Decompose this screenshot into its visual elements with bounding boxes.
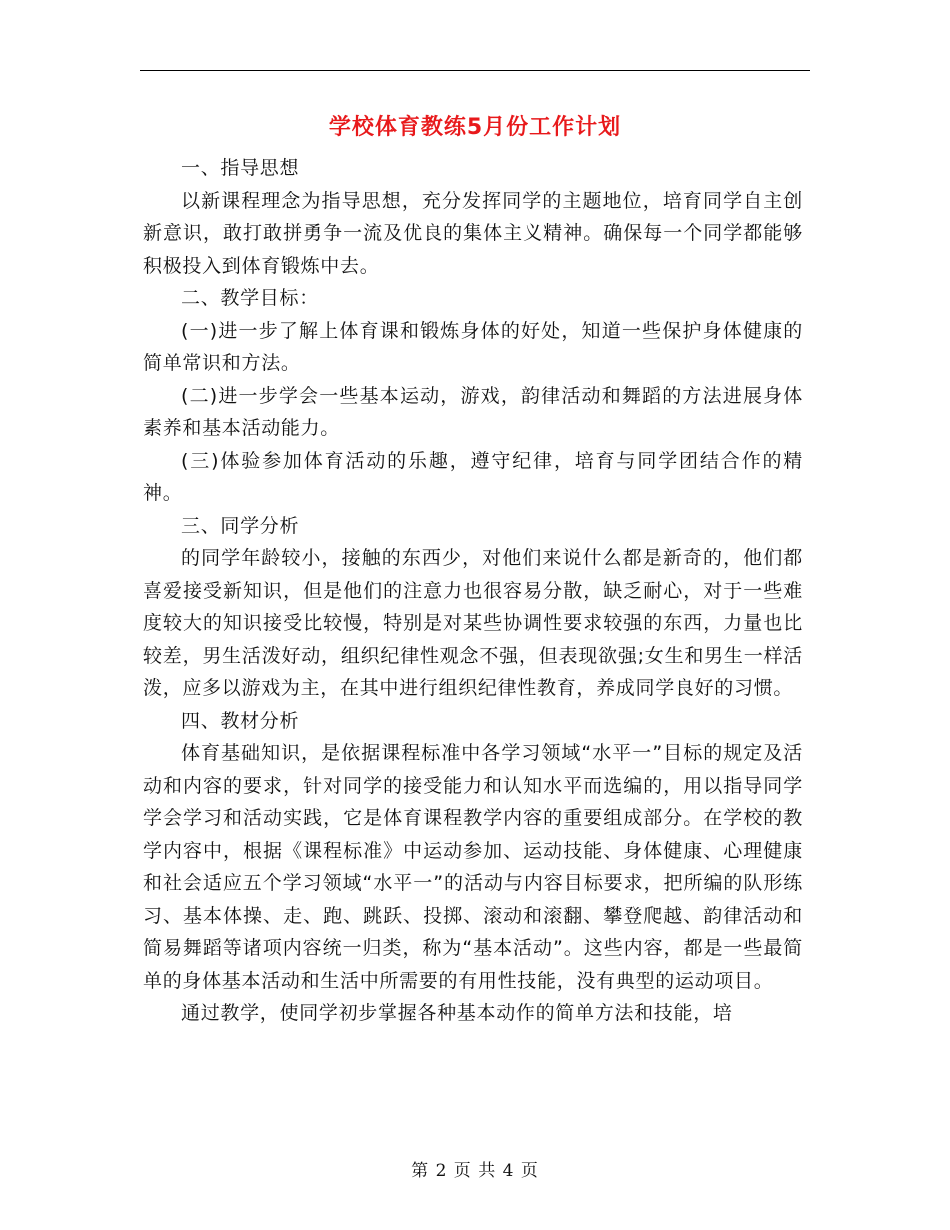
header-rule — [140, 70, 810, 71]
heading-teaching-goals: 二、教学目标： — [181, 287, 319, 309]
heading-guiding-ideology: 一、指导思想 — [181, 157, 300, 179]
heading-material-analysis: 四、教材分析 — [181, 709, 300, 732]
paragraph-goal-3: (三)体验参加体育活动的乐趣，遵守纪律，培育与同学团结合作的精神。 — [143, 449, 803, 504]
paragraph-student-analysis: 的同学年龄较小，接触的东西少，对他们来说什么都是新奇的，他们都喜爱接受新知识，但是他们的注意力也很容易分散，缺乏耐心，对于一些难度较大的知识接受比较慢，特别是对某些协调性要求较强的东西，力量也比较差，男生活泼好动，组织纪律性观念不强，但表现欲强;女生和男生一样活泼，应多以游戏为主，在其中进行组织纪律性教育，养成同学良好的习惯。 — [143, 547, 803, 699]
paragraph-goal-1: (一)进一步了解上体育课和锻炼身体的好处，知道一些保护身体健康的简单常识和方法。 — [143, 319, 803, 374]
paragraph-goal-2: (二)进一步学会一些基本运动，游戏，韵律活动和舞蹈的方法进展身体素养和基本活动能力。 — [143, 384, 803, 439]
document-body — [143, 152, 803, 1030]
paragraph-teaching-outcome: 通过教学，使同学初步掌握各种基本动作的简单方法和技能，培 — [181, 1002, 733, 1024]
document-title: 学校体育教练5月份工作计划 — [328, 115, 622, 140]
paragraph-material-analysis: 体育基础知识，是依据课程标准中各学习领域“水平一”目标的规定及活动和内容的要求，针对同学的接受能力和认知水平而选编的，用以指导同学学会学习和活动实践，它是体育课程教学内容的重要组成部分。在学校的教学内容中，根据《课程标准》中运动参加、运动技能、身体健康、心理健康和社会适应五个学习领域“水平一”的活动与内容目标要求，把所编的队形练习、基本体操、走、跑、跳跃、投掷、滚动和滚翻、攀登爬越、韵律活动和简易舞蹈等诸项内容统一归类，称为“基本活动”。这些内容，都是一些最简单的身体基本活动和生活中所需要的有用性技能，没有典型的运动项目。 — [143, 742, 803, 992]
heading-student-analysis: 三、同学分析 — [181, 514, 300, 537]
paragraph-guiding-ideology: 以新课程理念为指导思想，充分发挥同学的主题地位，培育同学自主创新意识，敢打敢拼勇争一流及优良的集体主义精神。确保每一个同学都能够积极投入到体育锻炼中去。 — [143, 189, 803, 277]
page-footer: 第 2 页 共 4 页 — [411, 1161, 539, 1181]
